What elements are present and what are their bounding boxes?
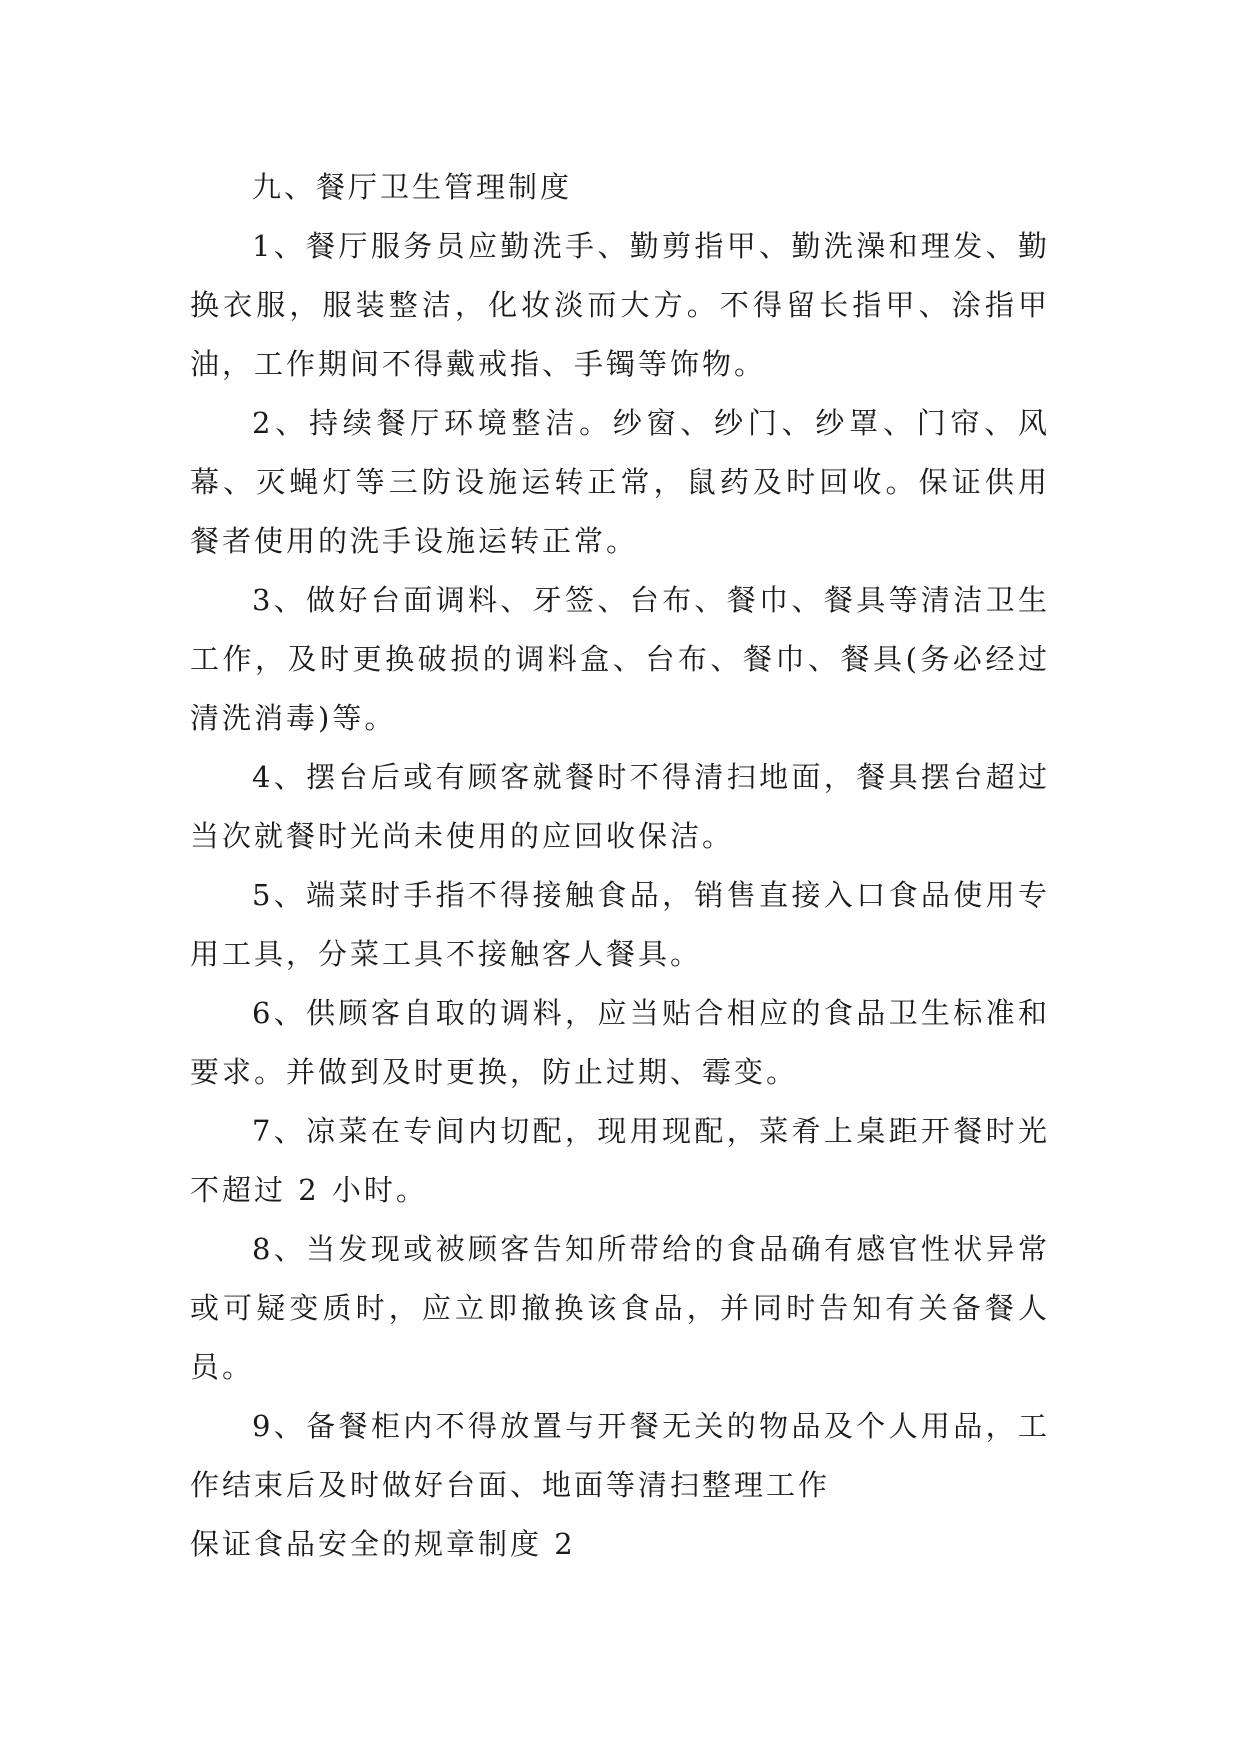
rule-item-6: 6、供顾客自取的调料，应当贴合相应的食品卫生标准和要求。并做到及时更换，防止过期、霉变。 (190, 996, 1050, 1089)
document-body (190, 158, 1050, 1574)
rule-item-7: 7、凉菜在专间内切配，现用现配，菜肴上桌距开餐时光不超过 2 小时。 (190, 1114, 1050, 1207)
section-heading: 九、餐厅卫生管理制度 (252, 170, 573, 204)
rule-item-5: 5、端菜时手指不得接触食品，销售直接入口食品使用专用工具，分菜工具不接触客人餐具。 (190, 878, 1050, 971)
rule-item-2: 2、持续餐厅环境整洁。纱窗、纱门、纱罩、门帘、风幕、灭蝇灯等三防设施运转正常，鼠药及时回收。保证供用餐者使用的洗手设施运转正常。 (190, 406, 1050, 558)
rule-item-1: 1、餐厅服务员应勤洗手、勤剪指甲、勤洗澡和理发、勤换衣服，服装整洁，化妆淡而大方。不得留长指甲、涂指甲油，工作期间不得戴戒指、手镯等饰物。 (190, 229, 1050, 381)
next-document-title: 保证食品安全的规章制度 2 (190, 1527, 576, 1561)
rule-item-9: 9、备餐柜内不得放置与开餐无关的物品及个人用品，工作结束后及时做好台面、地面等清扫整理工作 (190, 1409, 1050, 1502)
rule-item-3: 3、做好台面调料、牙签、台布、餐巾、餐具等清洁卫生工作，及时更换破损的调料盒、台布、餐巾、餐具(务必经过清洗消毒)等。 (190, 583, 1050, 735)
rule-item-8: 8、当发现或被顾客告知所带给的食品确有感官性状异常或可疑变质时，应立即撤换该食品，并同时告知有关备餐人员。 (190, 1232, 1050, 1384)
rule-item-4: 4、摆台后或有顾客就餐时不得清扫地面，餐具摆台超过当次就餐时光尚未使用的应回收保洁。 (190, 760, 1050, 853)
